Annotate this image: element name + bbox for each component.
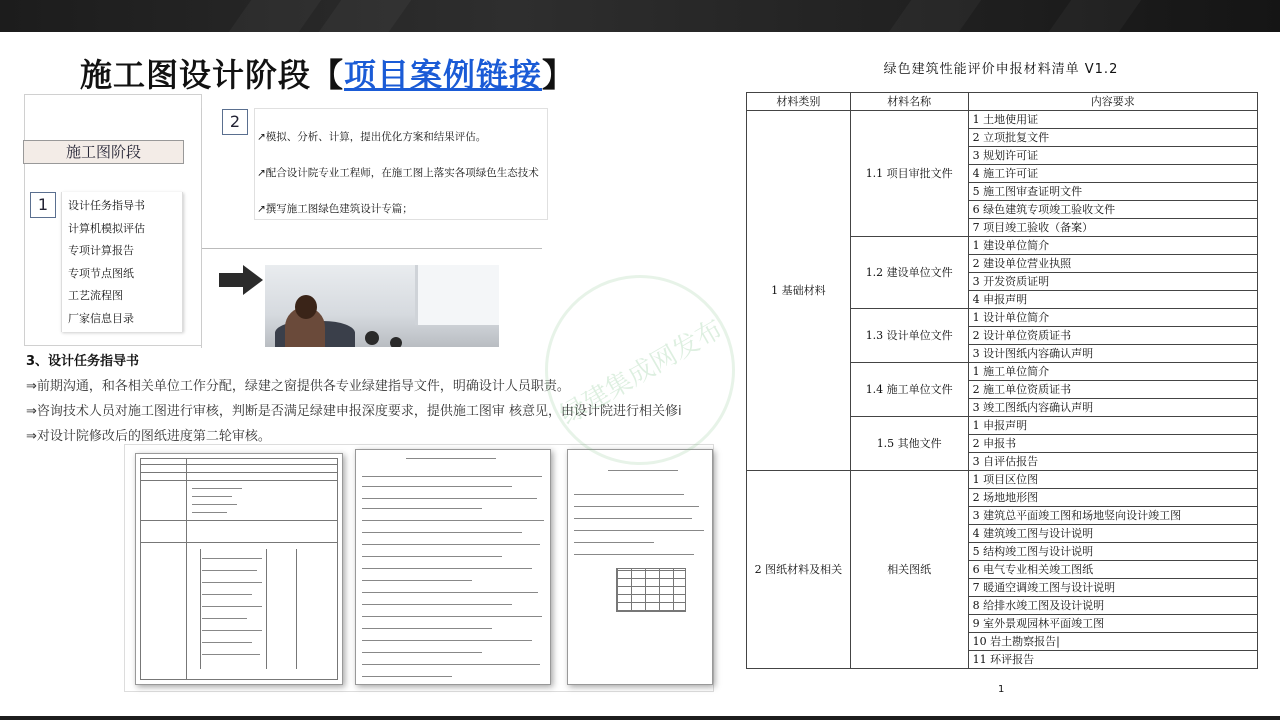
- divider-horizontal: [202, 248, 542, 249]
- requirement-cell: 3 竣工图纸内容确认声明: [968, 399, 1257, 417]
- material-name-cell: 1.1 项目审批文件: [850, 111, 968, 237]
- list-item: ↗撰写施工图绿色建筑设计专篇；: [257, 203, 413, 215]
- paragraph-line: ⇒咨询技术人员对施工图进行审核，判断是否满足绿建申报深度要求，提供施工图审 核意见，由设计院进行相关修i: [26, 404, 682, 419]
- requirement-cell: 7 暖通空调竣工图与设计说明: [968, 579, 1257, 597]
- material-name-cell: 1.3 设计单位文件: [850, 309, 968, 363]
- list-item: 设计任务指导书: [68, 199, 145, 212]
- column-header: 内容要求: [968, 93, 1257, 111]
- category-cell: 2 图纸材料及相关: [747, 471, 851, 669]
- requirement-cell: 10 岩土勘察报告|: [968, 633, 1257, 651]
- top-bar: [0, 0, 1280, 32]
- document-samples: [124, 444, 714, 692]
- requirement-cell: 4 建筑竣工图与设计说明: [968, 525, 1257, 543]
- table-row: [747, 471, 1258, 489]
- requirement-cell: 1 项目区位图: [968, 471, 1257, 489]
- list-item: 专项计算报告: [68, 244, 134, 258]
- requirement-cell: 2 设计单位资质证书: [968, 327, 1257, 345]
- requirement-cell: 1 土地使用证: [968, 111, 1257, 129]
- table-row: [747, 111, 1258, 129]
- bottom-bar: [0, 716, 1280, 720]
- project-case-link[interactable]: 项目案例链接: [344, 56, 543, 94]
- list-item: ↗模拟、分析、计算，提出优化方案和结果评估。: [257, 131, 487, 143]
- doc-thumbnail-notes: [355, 449, 551, 685]
- deliverables-list: [61, 192, 183, 332]
- watermark: 绿建集成网发布: [510, 240, 770, 500]
- requirement-cell: 4 申报声明: [968, 291, 1257, 309]
- step-number-1: 1: [30, 192, 56, 218]
- requirement-cell: 2 施工单位资质证书: [968, 381, 1257, 399]
- requirement-cell: 1 施工单位简介: [968, 363, 1257, 381]
- step-number-2: 2: [222, 109, 248, 135]
- section-title: 3、设计任务指导书: [26, 354, 140, 369]
- divider-vertical: [201, 108, 202, 348]
- material-name-cell: 1.4 施工单位文件: [850, 363, 968, 417]
- column-header: 材料名称: [850, 93, 968, 111]
- meeting-photo: [265, 265, 499, 347]
- requirement-cell: 3 建筑总平面竣工图和场地竖向设计竣工图: [968, 507, 1257, 525]
- doc-thumbnail-form: [135, 453, 343, 685]
- requirement-cell: 7 项目竣工验收（备案）: [968, 219, 1257, 237]
- material-name-cell: 1.5 其他文件: [850, 417, 968, 471]
- requirement-cell: 1 设计单位简介: [968, 309, 1257, 327]
- requirement-cell: 9 室外景观园林平面竣工图: [968, 615, 1257, 633]
- tasks-list: [254, 108, 548, 220]
- requirement-cell: 3 设计图纸内容确认声明: [968, 345, 1257, 363]
- list-item: ↗配合设计院专业工程师，在施工图上落实各项绿色生态技术: [257, 167, 539, 179]
- requirement-cell: 5 施工图审查证明文件: [968, 183, 1257, 201]
- column-header: 材料类别: [747, 93, 851, 111]
- requirement-cell: 3 开发资质证明: [968, 273, 1257, 291]
- requirement-cell: 2 建设单位营业执照: [968, 255, 1257, 273]
- requirement-cell: 1 建设单位简介: [968, 237, 1257, 255]
- requirement-cell: 5 结构竣工图与设计说明: [968, 543, 1257, 561]
- table-title: 绿色建筑性能评价申报材料清单 V1.2: [883, 62, 1119, 77]
- requirement-cell: 3 规划许可证: [968, 147, 1257, 165]
- table-header-row: [747, 93, 1258, 111]
- list-item: 工艺流程图: [68, 289, 123, 303]
- requirements-table: [746, 92, 1258, 669]
- paragraph-line: ⇒前期沟通，和各相关单位工作分配，绿建之窗提供各专业绿建指导文件，明确设计人员职责。: [26, 379, 570, 394]
- material-name-cell: 1.2 建设单位文件: [850, 237, 968, 309]
- page-number: 1: [998, 684, 1005, 695]
- requirement-cell: 2 申报书: [968, 435, 1257, 453]
- arrow-right-icon: [219, 265, 263, 295]
- list-item: 厂家信息目录: [68, 311, 134, 325]
- requirement-cell: 6 绿色建筑专项竣工验收文件: [968, 201, 1257, 219]
- page-title: 施工图设计阶段【项目案例链接】: [80, 56, 576, 94]
- stage-label: 施工图阶段: [23, 140, 184, 164]
- list-item: 专项节点图纸: [68, 266, 134, 280]
- requirement-cell: 2 立项批复文件: [968, 129, 1257, 147]
- requirement-cell: 4 施工许可证: [968, 165, 1257, 183]
- requirement-cell: 11 环评报告: [968, 651, 1257, 669]
- requirement-cell: 2 场地地形图: [968, 489, 1257, 507]
- list-item: 计算机模拟评估: [68, 221, 145, 235]
- requirement-cell: 3 自评估报告: [968, 453, 1257, 471]
- requirement-cell: 1 申报声明: [968, 417, 1257, 435]
- material-name-cell: 相关图纸: [850, 471, 968, 669]
- doc-thumbnail-letter: [567, 449, 713, 685]
- requirement-cell: 6 电气专业相关竣工图纸: [968, 561, 1257, 579]
- paragraph-line: ⇒对设计院修改后的图纸进度第二轮审核。: [26, 429, 271, 444]
- requirement-cell: 8 给排水竣工图及设计说明: [968, 597, 1257, 615]
- category-cell: 1 基础材料: [747, 111, 851, 471]
